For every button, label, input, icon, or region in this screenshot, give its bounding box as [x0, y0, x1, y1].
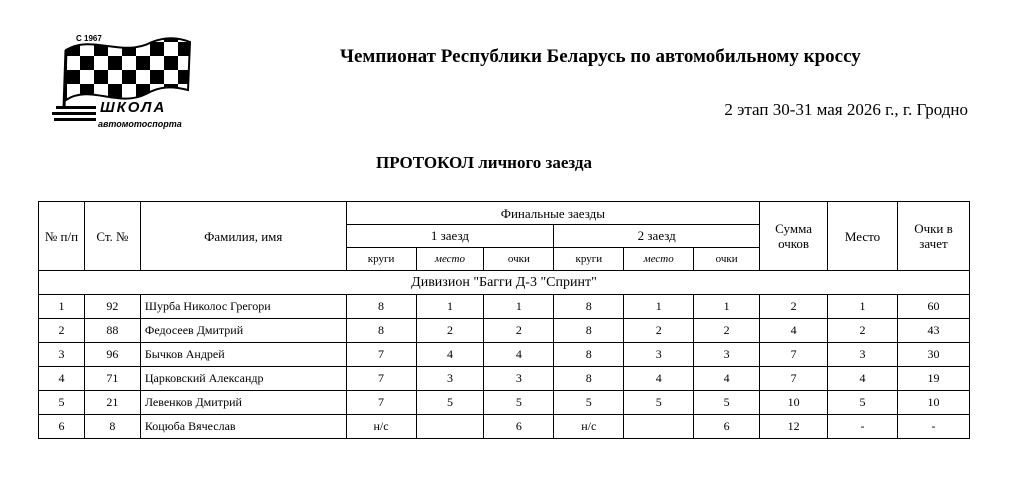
stage-info: 2 этап 30-31 мая 2026 г., г. Гродно: [724, 100, 968, 119]
heat1-points-header: очки: [484, 248, 554, 271]
logo-name-text: ШКОЛА: [100, 99, 167, 116]
cell-place: 1: [828, 295, 898, 319]
cell-place: 4: [828, 367, 898, 391]
heat1-header: 1 заезд: [346, 225, 554, 248]
cell-num: 3: [39, 343, 85, 367]
cell-h1-laps: 8: [346, 319, 416, 343]
cell-h2-place: 3: [624, 343, 694, 367]
cell-h1-laps: 7: [346, 343, 416, 367]
checkered-flag-icon: [52, 28, 198, 132]
cell-sum: 4: [760, 319, 828, 343]
cell-name: Левенков Дмитрий: [140, 391, 346, 415]
col-credit-header: Очки в зачет: [897, 202, 969, 271]
results-table: [38, 201, 970, 439]
cell-place: 5: [828, 391, 898, 415]
cell-start-no: 96: [84, 343, 140, 367]
cell-h2-laps: н/с: [554, 415, 624, 439]
cell-h2-place: 2: [624, 319, 694, 343]
col-finals-header: Финальные заезды: [346, 202, 760, 225]
cell-start-no: 88: [84, 319, 140, 343]
cell-h1-laps: н/с: [346, 415, 416, 439]
table-row: [39, 391, 970, 415]
heat2-header: 2 заезд: [554, 225, 760, 248]
cell-h2-points: 5: [694, 391, 760, 415]
heat1-place-header: место: [416, 248, 484, 271]
cell-num: 2: [39, 319, 85, 343]
cell-sum: 7: [760, 343, 828, 367]
cell-credit: 43: [897, 319, 969, 343]
cell-h2-points: 1: [694, 295, 760, 319]
cell-h2-laps: 8: [554, 295, 624, 319]
col-name-header: Фамилия, имя: [140, 202, 346, 271]
cell-num: 4: [39, 367, 85, 391]
table-row: [39, 367, 970, 391]
cell-place: -: [828, 415, 898, 439]
cell-h1-place: [416, 415, 484, 439]
cell-h2-place: 1: [624, 295, 694, 319]
cell-name: Царковский Александр: [140, 367, 346, 391]
cell-sum: 2: [760, 295, 828, 319]
cell-credit: -: [897, 415, 969, 439]
table-row: [39, 295, 970, 319]
cell-num: 5: [39, 391, 85, 415]
cell-sum: 10: [760, 391, 828, 415]
cell-h1-points: 1: [484, 295, 554, 319]
cell-name: Бычков Андрей: [140, 343, 346, 367]
col-sum-header: Сумма очков: [760, 202, 828, 271]
cell-h2-laps: 8: [554, 319, 624, 343]
cell-h1-points: 5: [484, 391, 554, 415]
cell-h1-points: 4: [484, 343, 554, 367]
cell-start-no: 21: [84, 391, 140, 415]
logo-since-text: С 1967: [76, 34, 102, 43]
cell-h1-points: 6: [484, 415, 554, 439]
heat1-laps-header: круги: [346, 248, 416, 271]
col-position-header: Место: [828, 202, 898, 271]
cell-start-no: 71: [84, 367, 140, 391]
cell-h1-place: 2: [416, 319, 484, 343]
cell-name: Коцюба Вячеслав: [140, 415, 346, 439]
table-row: [39, 343, 970, 367]
cell-credit: 10: [897, 391, 969, 415]
cell-h1-points: 2: [484, 319, 554, 343]
col-num-header: № п/п: [39, 202, 85, 271]
cell-h1-laps: 7: [346, 367, 416, 391]
cell-place: 2: [828, 319, 898, 343]
logo-subtitle-text: автомотоспорта: [98, 119, 182, 129]
cell-start-no: 8: [84, 415, 140, 439]
cell-h2-laps: 8: [554, 367, 624, 391]
cell-place: 3: [828, 343, 898, 367]
cell-h1-points: 3: [484, 367, 554, 391]
cell-h1-place: 5: [416, 391, 484, 415]
division-title: Дивизион "Багги Д-3 "Спринт": [39, 271, 970, 295]
school-logo: [52, 28, 198, 132]
heat2-laps-header: круги: [554, 248, 624, 271]
heat2-place-header: место: [624, 248, 694, 271]
cell-name: Федосеев Дмитрий: [140, 319, 346, 343]
table-row: [39, 415, 970, 439]
cell-h2-place: 4: [624, 367, 694, 391]
cell-h1-place: 1: [416, 295, 484, 319]
protocol-title: ПРОТОКОЛ личного заезда: [376, 153, 593, 172]
cell-h2-laps: 5: [554, 391, 624, 415]
cell-num: 1: [39, 295, 85, 319]
cell-h2-laps: 8: [554, 343, 624, 367]
cell-h2-points: 6: [694, 415, 760, 439]
cell-h2-points: 3: [694, 343, 760, 367]
cell-h1-laps: 8: [346, 295, 416, 319]
cell-h1-place: 3: [416, 367, 484, 391]
cell-sum: 7: [760, 367, 828, 391]
cell-sum: 12: [760, 415, 828, 439]
cell-start-no: 92: [84, 295, 140, 319]
col-start-no-header: Ст. №: [84, 202, 140, 271]
cell-h2-points: 2: [694, 319, 760, 343]
cell-h2-place: [624, 415, 694, 439]
cell-credit: 60: [897, 295, 969, 319]
championship-title: Чемпионат Республики Беларусь по автомобильному кроссу: [340, 46, 861, 67]
cell-credit: 19: [897, 367, 969, 391]
table-row: [39, 319, 970, 343]
cell-h2-points: 4: [694, 367, 760, 391]
cell-h2-place: 5: [624, 391, 694, 415]
heat2-points-header: очки: [694, 248, 760, 271]
cell-credit: 30: [897, 343, 969, 367]
cell-name: Шурба Николос Грегори: [140, 295, 346, 319]
cell-h1-laps: 7: [346, 391, 416, 415]
cell-num: 6: [39, 415, 85, 439]
cell-h1-place: 4: [416, 343, 484, 367]
